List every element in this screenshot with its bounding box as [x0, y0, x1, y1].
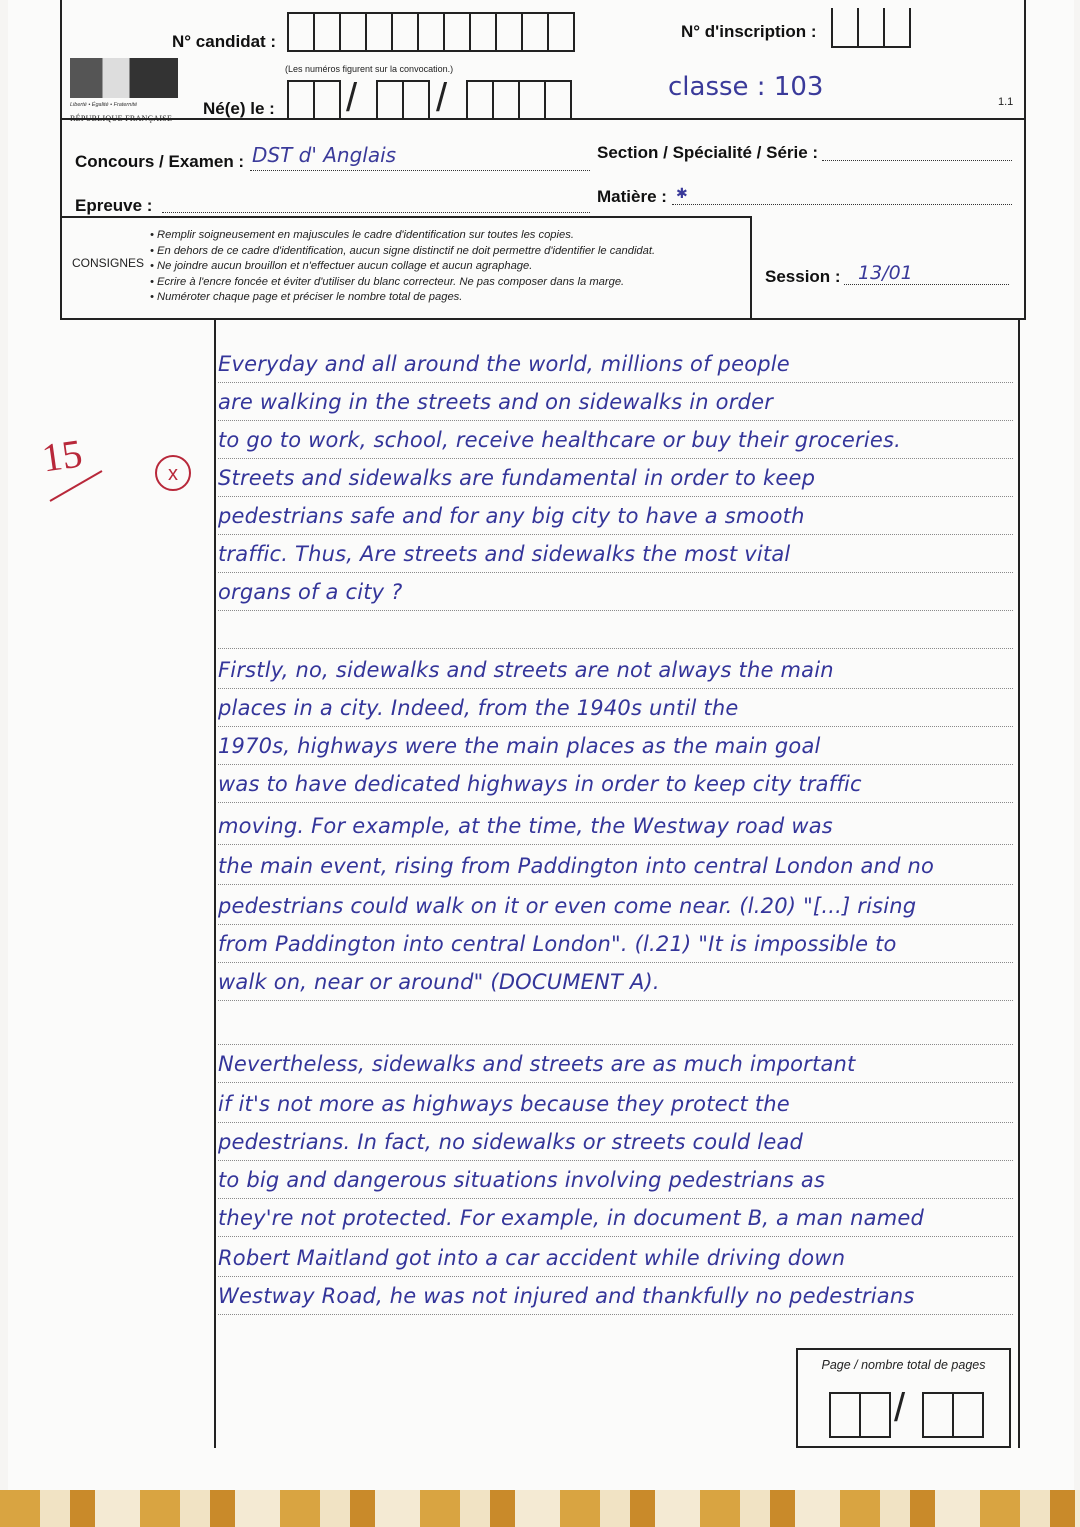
essay-line: to big and dangerous situations involving pedestrians as — [218, 1162, 1013, 1199]
classe-handwritten: classe : 103 — [668, 72, 824, 102]
candidate-note: (Les numéros figurent sur la convocation.) — [285, 64, 454, 74]
date-separator: / — [436, 76, 448, 120]
essay-line: Robert Maitland got into a car accident while driving down — [218, 1240, 1013, 1277]
logo-name: RÉPUBLIQUE FRANÇAISE — [70, 114, 173, 123]
digit-box[interactable] — [518, 80, 546, 120]
concours-label: Concours / Examen : — [75, 152, 245, 171]
essay-line: the main event, rising from Paddington into central London and no — [218, 848, 1013, 885]
digit-box[interactable] — [402, 80, 430, 120]
session-value: 13/01 — [858, 262, 913, 284]
digit-box[interactable] — [417, 12, 445, 52]
digit-box[interactable] — [466, 80, 494, 120]
essay-line: from Paddington into central London". (l.21) "It is impossible to — [218, 926, 1013, 963]
digit-box[interactable] — [492, 80, 520, 120]
essay-line: was to have dedicated highways in order to keep city traffic — [218, 766, 1013, 803]
candidate-number-boxes[interactable] — [287, 12, 573, 52]
date-separator: / — [346, 76, 358, 120]
essay-line: pedestrians safe and for any big city to have a smooth — [218, 498, 1013, 535]
republique-logo — [70, 58, 178, 128]
matiere-scribble-icon: ✱ — [676, 186, 688, 202]
matiere-field[interactable] — [672, 204, 1012, 205]
consignes-list — [150, 228, 655, 306]
page-separator: / — [894, 1386, 906, 1430]
essay-line — [218, 1008, 1013, 1045]
matiere-label: Matière : — [597, 187, 667, 206]
digit-box[interactable] — [829, 1392, 861, 1438]
consignes-label: CONSIGNES — [72, 256, 145, 270]
digit-box[interactable] — [391, 12, 419, 52]
form-version: 1.1 — [998, 96, 1014, 108]
digit-box[interactable] — [469, 12, 497, 52]
birth-day-boxes[interactable] — [287, 80, 339, 120]
marianne-icon — [70, 58, 178, 98]
essay-line: walk on, near or around" (DOCUMENT A). — [218, 964, 1013, 1001]
page-number-label: Page / nombre total de pages — [821, 1358, 986, 1372]
essay-line: Firstly, no, sidewalks and streets are not always the main — [218, 652, 1013, 689]
session-label: Session : — [765, 267, 841, 286]
essay-line: pedestrians could walk on it or even come near. (l.20) "[...] rising — [218, 888, 1013, 925]
essay-line — [218, 612, 1013, 649]
essay-line: 1970s, highways were the main places as the main goal — [218, 728, 1013, 765]
essay-line: Westway Road, he was not injured and thankfully no pedestrians — [218, 1278, 1013, 1315]
digit-box[interactable] — [287, 12, 315, 52]
page-total-boxes[interactable] — [922, 1392, 982, 1438]
essay-line: organs of a city ? — [218, 574, 1013, 611]
digit-box[interactable] — [859, 1392, 891, 1438]
concours-field[interactable] — [250, 170, 590, 171]
inscription-label: N° d'inscription : — [681, 22, 817, 41]
birth-month-boxes[interactable] — [376, 80, 428, 120]
digit-box[interactable] — [495, 12, 523, 52]
essay-line: if it's not more as highways because they protect the — [218, 1086, 1013, 1123]
digit-box[interactable] — [952, 1392, 984, 1438]
session-field[interactable] — [844, 284, 1009, 285]
consigne-item: • En dehors de ce cadre d'identification, aucun signe distinctif ne doit permettre d'identifier le candidat. — [150, 244, 655, 260]
birth-date-label: Né(e) le : — [203, 99, 275, 118]
consigne-item: • Ecrire à l'encre foncée et éviter d'utiliser du blanc correcteur. Ne pas composer dans la marge. — [150, 275, 655, 291]
consigne-item: • Ne joindre aucun brouillon et n'effectuer aucun collage et aucun agraphage. — [150, 259, 655, 275]
digit-box[interactable] — [365, 12, 393, 52]
consigne-item: • Numéroter chaque page et préciser le nombre total de pages. — [150, 290, 655, 306]
candidate-number-label: N° candidat : — [172, 32, 277, 51]
digit-box[interactable] — [521, 12, 549, 52]
digit-box[interactable] — [922, 1392, 954, 1438]
essay-line: are walking in the streets and on sidewalks in order — [218, 384, 1013, 421]
section-field[interactable] — [822, 160, 1012, 161]
essay-line: they're not protected. For example, in document B, a man named — [218, 1200, 1013, 1237]
digit-box[interactable] — [287, 80, 315, 120]
digit-box[interactable] — [339, 12, 367, 52]
digit-box[interactable] — [883, 8, 911, 48]
circled-x-mark-icon: x — [155, 455, 191, 491]
epreuve-label: Epreuve : — [75, 196, 153, 215]
page-current-boxes[interactable] — [829, 1392, 889, 1438]
digit-box[interactable] — [857, 8, 885, 48]
essay-line: Streets and sidewalks are fundamental in order to keep — [218, 460, 1013, 497]
inscription-boxes[interactable] — [831, 8, 909, 48]
essay-line: places in a city. Indeed, from the 1940s until the — [218, 690, 1013, 727]
epreuve-field[interactable] — [162, 212, 590, 213]
consigne-item: • Remplir soigneusement en majuscules le cadre d'identification sur toutes les copies. — [150, 228, 655, 244]
essay-line: Nevertheless, sidewalks and streets are as much important — [218, 1046, 1013, 1083]
digit-box[interactable] — [443, 12, 471, 52]
digit-box[interactable] — [313, 80, 341, 120]
grade-mark: 15 — [39, 430, 85, 481]
essay-line: Everyday and all around the world, millions of people — [218, 346, 1013, 383]
digit-box[interactable] — [547, 12, 575, 52]
essay-line: moving. For example, at the time, the Westway road was — [218, 808, 1013, 845]
birth-year-boxes[interactable] — [466, 80, 570, 120]
section-label: Section / Spécialité / Série : — [597, 143, 819, 162]
concours-value: DST d' Anglais — [252, 143, 397, 167]
essay-line: to go to work, school, receive healthcare or buy their groceries. — [218, 422, 1013, 459]
digit-box[interactable] — [313, 12, 341, 52]
logo-motto: Liberté • Égalité • Fraternité — [70, 102, 138, 108]
digit-box[interactable] — [376, 80, 404, 120]
background-table — [0, 1490, 1080, 1527]
digit-box[interactable] — [831, 8, 859, 48]
essay-line: traffic. Thus, Are streets and sidewalks the most vital — [218, 536, 1013, 573]
digit-box[interactable] — [544, 80, 572, 120]
essay-line: pedestrians. In fact, no sidewalks or streets could lead — [218, 1124, 1013, 1161]
